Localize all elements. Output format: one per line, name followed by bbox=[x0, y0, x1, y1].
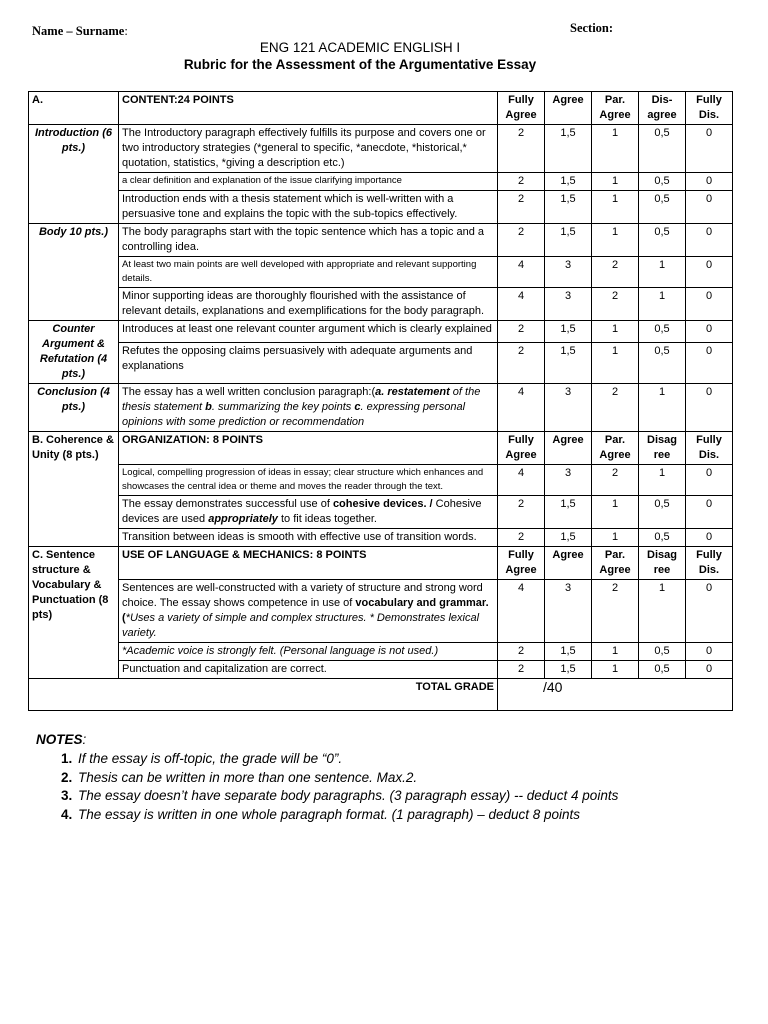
table-row bbox=[29, 643, 733, 661]
note-item: 2. Thesis can be written in more than one sentence. Max.2. bbox=[76, 769, 618, 788]
table-row bbox=[29, 257, 733, 288]
score-cell: 1,5 bbox=[545, 529, 592, 547]
score-cell: 1,5 bbox=[545, 496, 592, 529]
score-cell: 1,5 bbox=[545, 191, 592, 224]
col-agree: Agree bbox=[545, 92, 592, 125]
criterion-text: At least two main points are well developed with appropriate and relevant supporting details. bbox=[119, 257, 498, 288]
section-b-header-row bbox=[29, 432, 733, 465]
col-fully-agree: Fully Agree bbox=[498, 92, 545, 125]
score-cell: 4 bbox=[498, 580, 545, 643]
body-label: Body 10 pts.) bbox=[29, 224, 119, 321]
score-cell: 3 bbox=[545, 580, 592, 643]
score-cell: 0 bbox=[686, 224, 733, 257]
notes-title: NOTES: bbox=[36, 732, 87, 747]
score-cell: 1 bbox=[639, 288, 686, 321]
score-cell: 0 bbox=[686, 257, 733, 288]
criterion-text: The essay demonstrates successful use of cohesive devices. / Cohesive devices are used appropriately to fit ideas together. bbox=[119, 496, 498, 529]
score-cell: 2 bbox=[592, 384, 639, 432]
score-cell: 0 bbox=[686, 125, 733, 173]
score-cell: 3 bbox=[545, 257, 592, 288]
table-row bbox=[29, 288, 733, 321]
notes-section bbox=[36, 732, 618, 824]
score-cell: 0,5 bbox=[639, 643, 686, 661]
section-b-label: B. Coherence & Unity (8 pts.) bbox=[29, 432, 119, 547]
total-grade-label: TOTAL GRADE bbox=[29, 679, 498, 711]
score-cell: 1 bbox=[592, 321, 639, 343]
col-disagree: Disag ree bbox=[639, 547, 686, 580]
table-row bbox=[29, 343, 733, 384]
note-item: 3. The essay doesn’t have separate body paragraphs. (3 paragraph essay) -- deduct 4 points bbox=[76, 787, 618, 806]
score-cell: 0 bbox=[686, 661, 733, 679]
table-row bbox=[29, 321, 733, 343]
score-cell: 2 bbox=[592, 465, 639, 496]
section-c-label: C. Sentence structure & Vocabulary & Punctuation (8 pts) bbox=[29, 547, 119, 679]
col-par-agree: Par. Agree bbox=[592, 432, 639, 465]
score-cell: 3 bbox=[545, 288, 592, 321]
criterion-text: The Introductory paragraph effectively fulfills its purpose and covers one or two introductory strategies (*general to specific, *anecdote, *historical,* quotation, statistics, *giving a description etc.) bbox=[119, 125, 498, 173]
score-cell: 0 bbox=[686, 643, 733, 661]
section-c-header-row bbox=[29, 547, 733, 580]
score-cell: 1 bbox=[639, 384, 686, 432]
score-cell: 4 bbox=[498, 288, 545, 321]
note-item: 1. If the essay is off-topic, the grade will be “0”. bbox=[76, 750, 618, 769]
score-cell: 1 bbox=[592, 125, 639, 173]
total-grade-value: /40 bbox=[498, 679, 733, 711]
score-cell: 1 bbox=[639, 580, 686, 643]
score-cell: 2 bbox=[498, 643, 545, 661]
section-c-heading: USE OF LANGUAGE & MECHANICS: 8 POINTS bbox=[119, 547, 498, 580]
score-cell: 2 bbox=[498, 125, 545, 173]
score-cell: 3 bbox=[545, 465, 592, 496]
col-agree: Agree bbox=[545, 432, 592, 465]
score-cell: 0,5 bbox=[639, 343, 686, 384]
score-cell: 0,5 bbox=[639, 496, 686, 529]
col-fully-dis: Fully Dis. bbox=[686, 547, 733, 580]
criterion-text: Refutes the opposing claims persuasively with adequate arguments and explanations bbox=[119, 343, 498, 384]
score-cell: 1 bbox=[592, 343, 639, 384]
col-disagree: Disag ree bbox=[639, 432, 686, 465]
rubric-table bbox=[28, 91, 733, 711]
score-cell: 1 bbox=[592, 224, 639, 257]
col-disagree: Dis- agree bbox=[639, 92, 686, 125]
score-cell: 4 bbox=[498, 384, 545, 432]
score-cell: 1 bbox=[592, 173, 639, 191]
introduction-label: Introduction (6 pts.) bbox=[29, 125, 119, 224]
total-row bbox=[29, 679, 733, 711]
col-fully-agree: Fully Agree bbox=[498, 432, 545, 465]
score-cell: 1 bbox=[639, 257, 686, 288]
score-cell: 4 bbox=[498, 465, 545, 496]
table-row bbox=[29, 125, 733, 173]
score-cell: 0 bbox=[686, 343, 733, 384]
criterion-text: Transition between ideas is smooth with effective use of transition words. bbox=[119, 529, 498, 547]
score-cell: 0 bbox=[686, 496, 733, 529]
criterion-text: Minor supporting ideas are thoroughly flourished with the assistance of relevant details, explanations and exemplifications for the body paragraph. bbox=[119, 288, 498, 321]
conclusion-label: Conclusion (4 pts.) bbox=[29, 384, 119, 432]
criterion-text: a clear definition and explanation of the issue clarifying importance bbox=[119, 173, 498, 191]
score-cell: 0,5 bbox=[639, 321, 686, 343]
criterion-text: *Academic voice is strongly felt. (Personal language is not used.) bbox=[119, 643, 498, 661]
score-cell: 1,5 bbox=[545, 125, 592, 173]
score-cell: 2 bbox=[592, 257, 639, 288]
score-cell: 0 bbox=[686, 465, 733, 496]
table-row bbox=[29, 580, 733, 643]
criterion-text: The body paragraphs start with the topic sentence which has a topic and a controlling idea. bbox=[119, 224, 498, 257]
name-surname-label: Name – Surname: bbox=[32, 24, 128, 38]
col-par-agree: Par. Agree bbox=[592, 547, 639, 580]
criterion-text: Introduces at least one relevant counter argument which is clearly explained bbox=[119, 321, 498, 343]
score-cell: 1 bbox=[592, 529, 639, 547]
course-title: ENG 121 ACADEMIC ENGLISH I bbox=[259, 40, 461, 55]
score-cell: 0,5 bbox=[639, 191, 686, 224]
score-cell: 2 bbox=[498, 529, 545, 547]
score-cell: 0 bbox=[686, 321, 733, 343]
score-cell: 4 bbox=[498, 257, 545, 288]
score-cell: 1 bbox=[592, 661, 639, 679]
score-cell: 0 bbox=[686, 529, 733, 547]
score-cell: 0 bbox=[686, 173, 733, 191]
section-a-heading: CONTENT:24 POINTS bbox=[119, 92, 498, 125]
criterion-text: The essay has a well written conclusion paragraph:(a. restatement of the thesis statement b. summarizing the key points c. expressing personal opinions with some prediction or recommendation bbox=[119, 384, 498, 432]
score-cell: 0,5 bbox=[639, 125, 686, 173]
score-cell: 1 bbox=[592, 496, 639, 529]
table-row bbox=[29, 384, 733, 432]
section-a-code: A. bbox=[29, 92, 119, 125]
col-fully-dis: Fully Dis. bbox=[686, 432, 733, 465]
col-fully-dis: Fully Dis. bbox=[686, 92, 733, 125]
col-par-agree: Par. Agree bbox=[592, 92, 639, 125]
criterion-text: Logical, compelling progression of ideas in essay; clear structure which enhances and showcases the central idea or theme and moves the reader through the text. bbox=[119, 465, 498, 496]
score-cell: 0 bbox=[686, 580, 733, 643]
table-row bbox=[29, 529, 733, 547]
section-a-header-row bbox=[29, 92, 733, 125]
score-cell: 2 bbox=[498, 173, 545, 191]
score-cell: 1,5 bbox=[545, 224, 592, 257]
score-cell: 0 bbox=[686, 384, 733, 432]
score-cell: 1,5 bbox=[545, 343, 592, 384]
score-cell: 1,5 bbox=[545, 321, 592, 343]
score-cell: 1 bbox=[592, 191, 639, 224]
table-row bbox=[29, 224, 733, 257]
counter-argument-label: Counter Argument & Refutation (4 pts.) bbox=[29, 321, 119, 384]
table-row bbox=[29, 661, 733, 679]
score-cell: 0,5 bbox=[639, 173, 686, 191]
score-cell: 3 bbox=[545, 384, 592, 432]
rubric-title: Rubric for the Assessment of the Argumentative Essay bbox=[183, 57, 537, 72]
criterion-text: Sentences are well-constructed with a variety of structure and strong word choice. The essay shows competence in use of vocabulary and grammar. (*Uses a variety of simple and complex structures. * Demonstrates lexical variety. bbox=[119, 580, 498, 643]
table-row bbox=[29, 173, 733, 191]
score-cell: 0,5 bbox=[639, 224, 686, 257]
notes-list bbox=[76, 750, 618, 824]
score-cell: 2 bbox=[498, 343, 545, 384]
criterion-text: Introduction ends with a thesis statement which is well-written with a persuasive tone and explains the topic with the sub-topics effectively. bbox=[119, 191, 498, 224]
score-cell: 1 bbox=[592, 643, 639, 661]
score-cell: 1,5 bbox=[545, 173, 592, 191]
score-cell: 2 bbox=[498, 321, 545, 343]
score-cell: 2 bbox=[498, 224, 545, 257]
criterion-text: Punctuation and capitalization are correct. bbox=[119, 661, 498, 679]
score-cell: 1,5 bbox=[545, 643, 592, 661]
score-cell: 0,5 bbox=[639, 529, 686, 547]
section-label: Section: bbox=[570, 21, 614, 35]
score-cell: 2 bbox=[498, 191, 545, 224]
score-cell: 2 bbox=[592, 580, 639, 643]
table-row bbox=[29, 465, 733, 496]
score-cell: 2 bbox=[592, 288, 639, 321]
score-cell: 1 bbox=[639, 465, 686, 496]
section-b-heading: ORGANIZATION: 8 POINTS bbox=[119, 432, 498, 465]
score-cell: 0,5 bbox=[639, 661, 686, 679]
score-cell: 0 bbox=[686, 191, 733, 224]
score-cell: 2 bbox=[498, 496, 545, 529]
note-item: 4. The essay is written in one whole paragraph format. (1 paragraph) – deduct 8 points bbox=[76, 806, 618, 825]
col-fully-agree: Fully Agree bbox=[498, 547, 545, 580]
table-row bbox=[29, 191, 733, 224]
score-cell: 0 bbox=[686, 288, 733, 321]
score-cell: 2 bbox=[498, 661, 545, 679]
table-row bbox=[29, 496, 733, 529]
score-cell: 1,5 bbox=[545, 661, 592, 679]
col-agree: Agree bbox=[545, 547, 592, 580]
